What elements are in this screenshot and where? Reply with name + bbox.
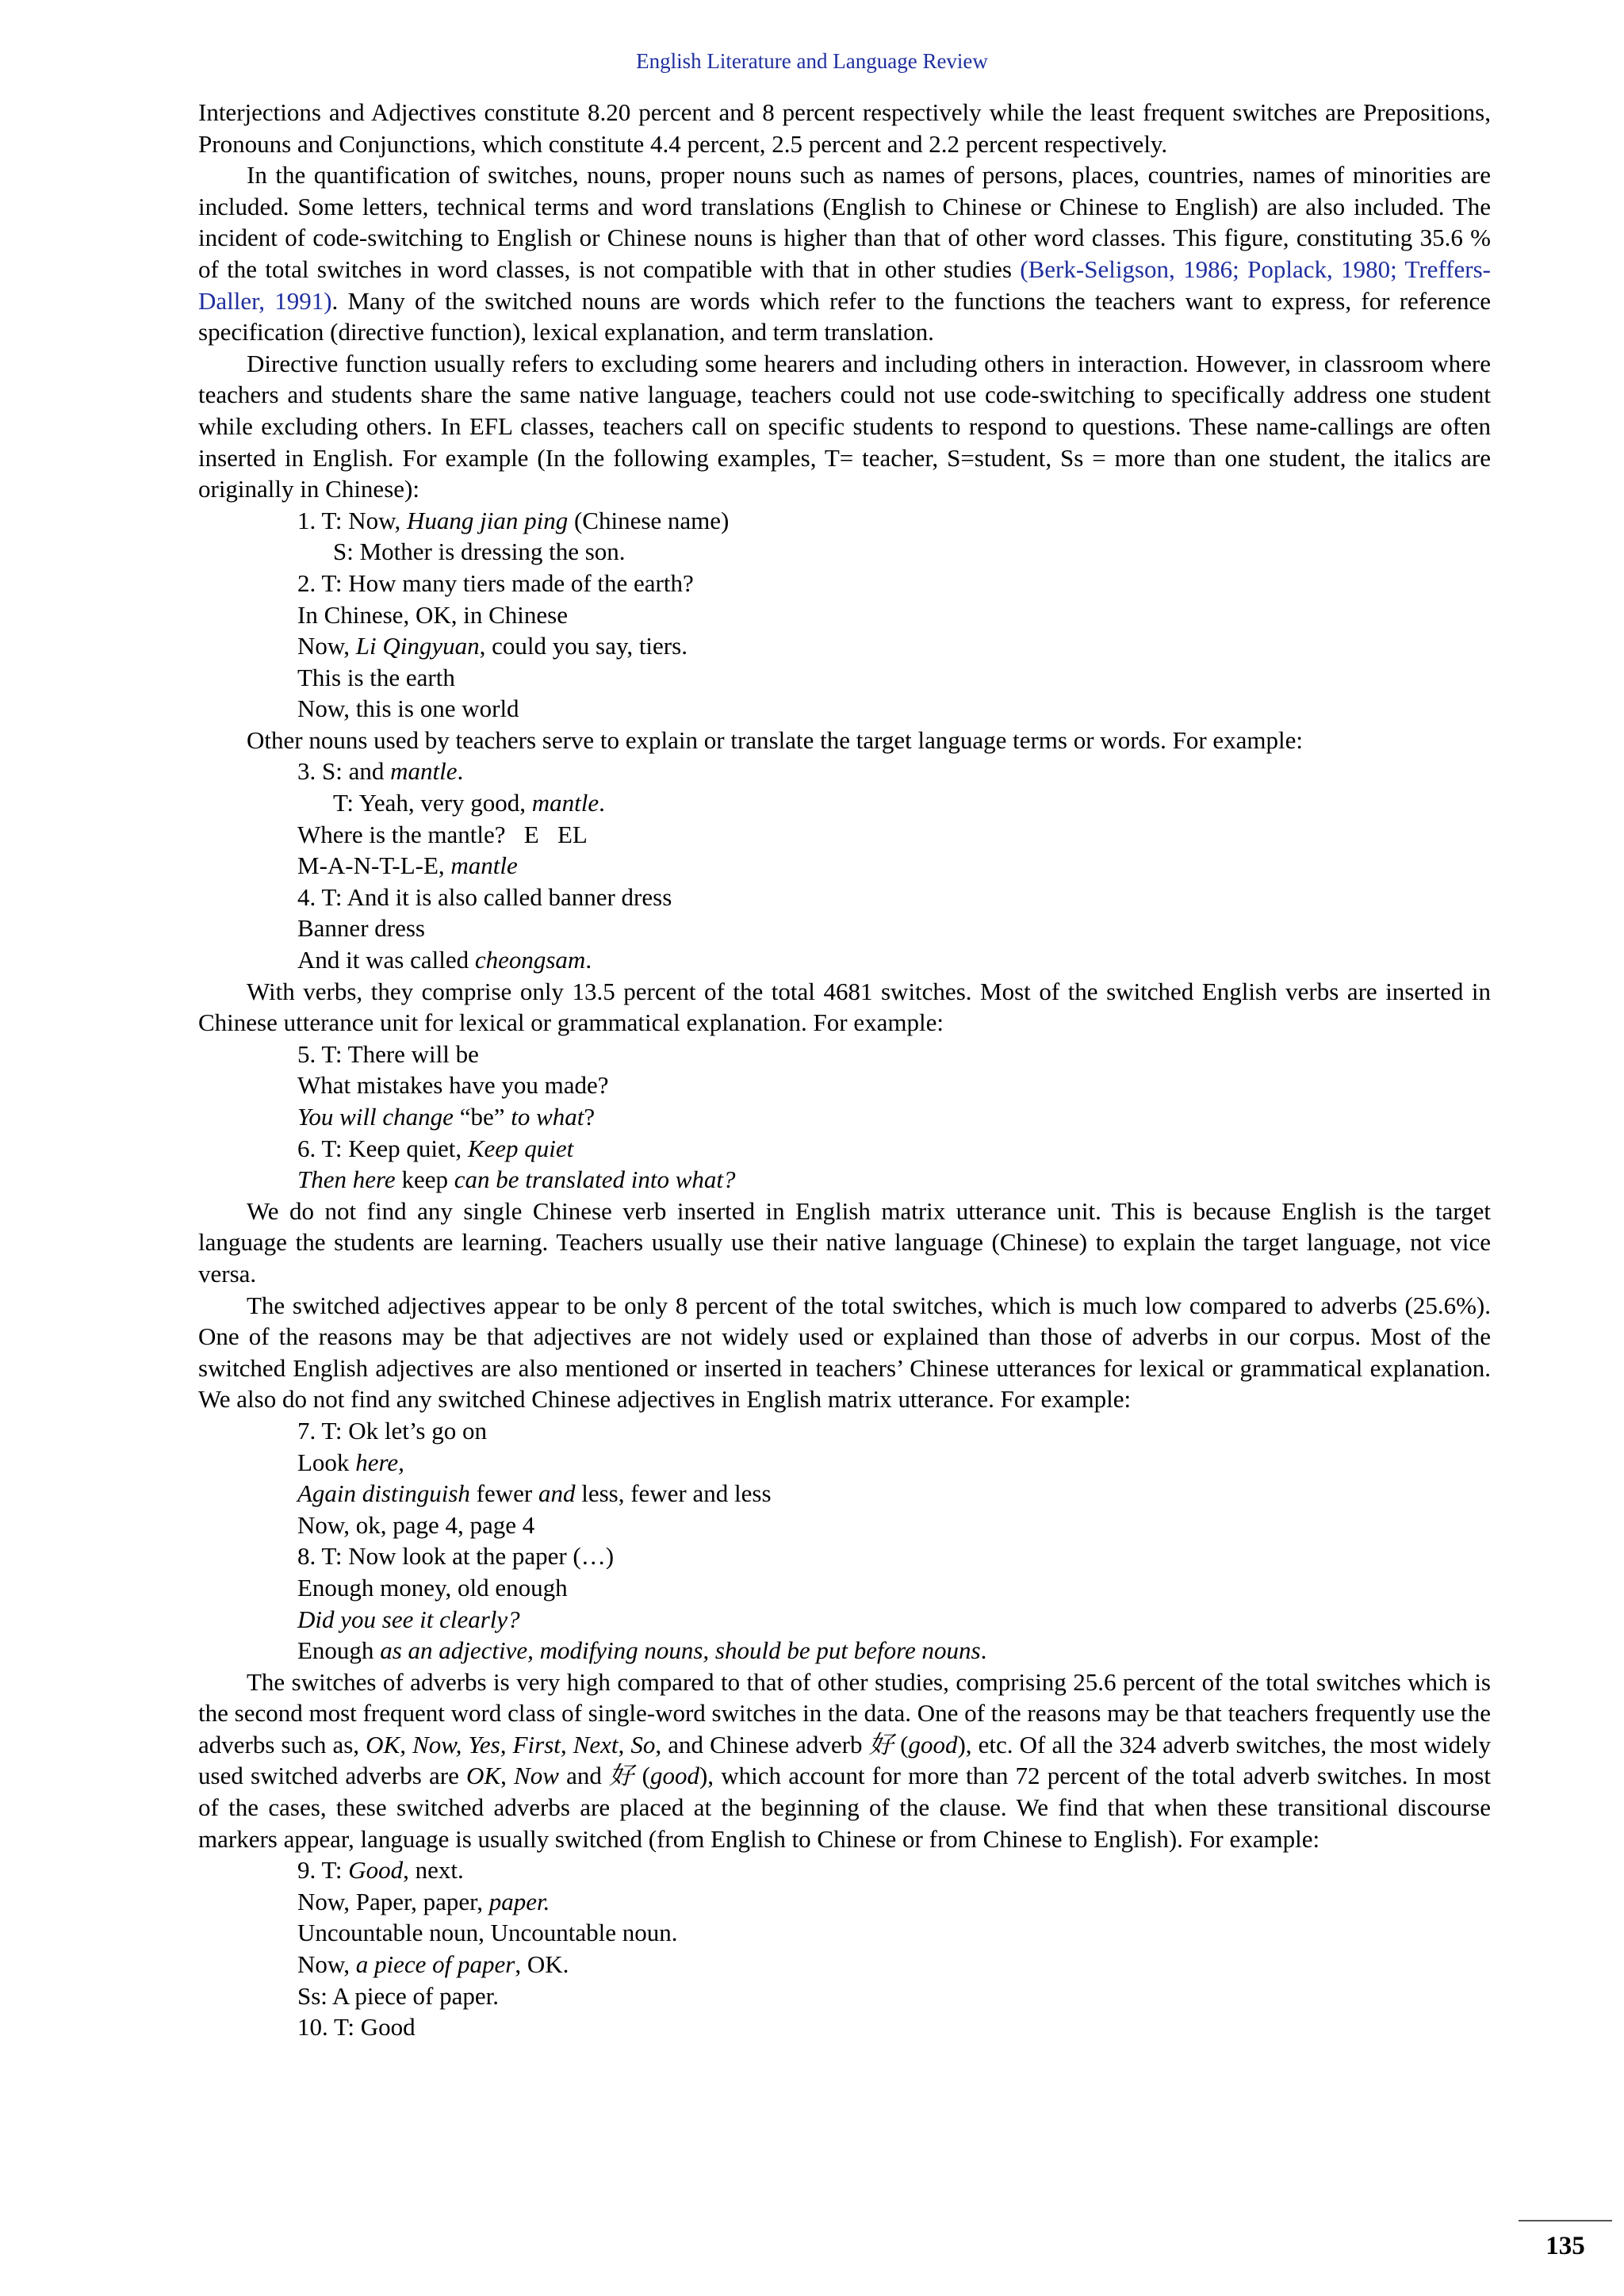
example-line: 7. T: Ok let’s go on xyxy=(297,1416,487,1445)
example-line: And it was called cheongsam. xyxy=(297,946,592,974)
example-line: Now, this is one world xyxy=(297,695,519,723)
example-line: Enough as an adjective, modifying nouns, should be put before nouns. xyxy=(297,1636,987,1665)
example-line: 9. T: Good, next. xyxy=(297,1856,464,1885)
example-line: 8. T: Now look at the paper (…) xyxy=(297,1542,615,1571)
paragraph: We do not find any single Chinese verb inserted in English matrix utterance unit. This is because English is the target language the students are learning. Teachers usually use their native language (Chinese) to explain the target language, not vice versa. xyxy=(198,1196,1491,1288)
paragraph: Interjections and Adjectives constitute 8.20 percent and 8 percent respectively while the least frequent switches are Prepositions, Pronouns and Conjunctions, which constitute 4.4 percent, 2.5 percent and 2.2 percent respectively. xyxy=(198,98,1491,158)
paragraph: With verbs, they comprise only 13.5 percent of the total 4681 switches. Most of the switched English verbs are inserted in Chinese utterance unit for lexical or grammatical explanation. For example: xyxy=(198,977,1491,1037)
citation-link[interactable]: (Berk-Seligson, 1986; Poplack, 1980; Treffers-Daller, 1991) xyxy=(198,254,1491,315)
example-line: Now, ok, page 4, page 4 xyxy=(297,1510,535,1539)
example-line: Look here, xyxy=(297,1448,404,1476)
example-line: Again distinguish fewer and less, fewer and less xyxy=(297,1479,772,1508)
article-body xyxy=(198,97,1491,2043)
paragraph: The switched adjectives appear to be only 8 percent of the total switches, which is much low compared to adverbs (25.6%). One of the reasons may be that adjectives are not widely used or explained than those of adverbs in our corpus. Most of the switched English adjectives are also mentioned or inserted in teachers’ Chinese utterances for lexical or grammatical explanation. We also do not find any switched Chinese adjectives in English matrix utterance. For example: xyxy=(198,1291,1491,1414)
example-line: 4. T: And it is also called banner dress xyxy=(297,882,672,911)
paragraph: Other nouns used by teachers serve to explain or translate the target language terms or words. For example: xyxy=(247,725,1304,754)
example-line: 5. T: There will be xyxy=(297,1039,479,1068)
paragraph: Directive function usually refers to excluding some hearers and including others in interaction. However, in classroom where teachers and students share the same native language, teachers could not use code-switching to specifically address one student while excluding others. In EFL classes, teachers call on specific students to respond to questions. These name-callings are often inserted in English. For example (In the following examples, T= teacher, S=student, Ss = more than one student, the italics are originally in Chinese): xyxy=(198,349,1491,503)
example-line: Now, Paper, paper, paper. xyxy=(297,1887,550,1915)
example-line: Uncountable noun, Uncountable noun. xyxy=(297,1919,678,1947)
example-line: In Chinese, OK, in Chinese xyxy=(297,600,568,629)
example-line: You will change “be” to what? xyxy=(297,1103,596,1131)
example-line: Did you see it clearly? xyxy=(297,1605,520,1633)
example-line: This is the earth xyxy=(297,663,455,691)
paragraph: The switches of adverbs is very high compared to that of other studies, comprising 25.6 percent of the total switches which is the second most frequent word class of single-word switches in the data. One of the reasons may be that teachers frequently use the adverbs such as, OK, Now, Yes, First, Next, So, and Chinese adverb 好 (good), etc. Of all the 324 adverb switches, the most widely used switched adverbs are OK, Now and 好 (good), which account for more than 72 percent of the total adverb switches. In most of the cases, these switched adverbs are placed at the beginning of the clause. We find that when these transitional discourse markers appear, language is usually switched (from English to Chinese or from Chinese to English). For example: xyxy=(198,1667,1491,1853)
example-line: Now, Li Qingyuan, could you say, tiers. xyxy=(297,632,688,660)
example-line: Now, a piece of paper, OK. xyxy=(297,1950,569,1979)
example-line: T: Yeah, very good, mantle. xyxy=(333,789,605,817)
example-line: Where is the mantle? E EL xyxy=(297,820,588,848)
example-line: Ss: A piece of paper. xyxy=(297,1981,499,2010)
example-line: 10. T: Good xyxy=(297,2013,416,2042)
example-line: Enough money, old enough xyxy=(297,1573,568,1601)
example-line: Banner dress xyxy=(297,914,425,943)
footer-rule xyxy=(1519,2220,1612,2221)
example-line: Then here keep can be translated into what? xyxy=(297,1165,736,1194)
example-line: What mistakes have you made? xyxy=(297,1071,609,1100)
example-line: 2. T: How many tiers made of the earth? xyxy=(297,568,694,597)
example-line: 6. T: Keep quiet, Keep quiet xyxy=(297,1134,574,1162)
journal-header: English Literature and Language Review xyxy=(636,49,988,73)
example-line: 1. T: Now, Huang jian ping (Chinese name) xyxy=(297,506,730,534)
example-line: S: Mother is dressing the son. xyxy=(333,538,626,566)
paragraph: In the quantification of switches, nouns, proper nouns such as names of persons, places, countries, names of minorities are included. Some letters, technical terms and word translations (English to Chinese or Chinese to English) are also included. The incident of code-switching to English or Chinese nouns is higher than that of other word classes. This figure, constituting 35.6 % of the total switches in word classes, is not compatible with that in other studies (Berk-Seligson, 1986; Poplack, 1980; Treffers-Daller, 1991). Many of the switched nouns are words which refer to the functions the teachers want to express, for reference specification (directive function), lexical explanation, and term translation. xyxy=(198,161,1491,346)
example-line: M-A-N-T-L-E, mantle xyxy=(297,851,518,880)
page-number: 135 xyxy=(1545,2232,1585,2260)
example-line: 3. S: and mantle. xyxy=(297,757,464,786)
